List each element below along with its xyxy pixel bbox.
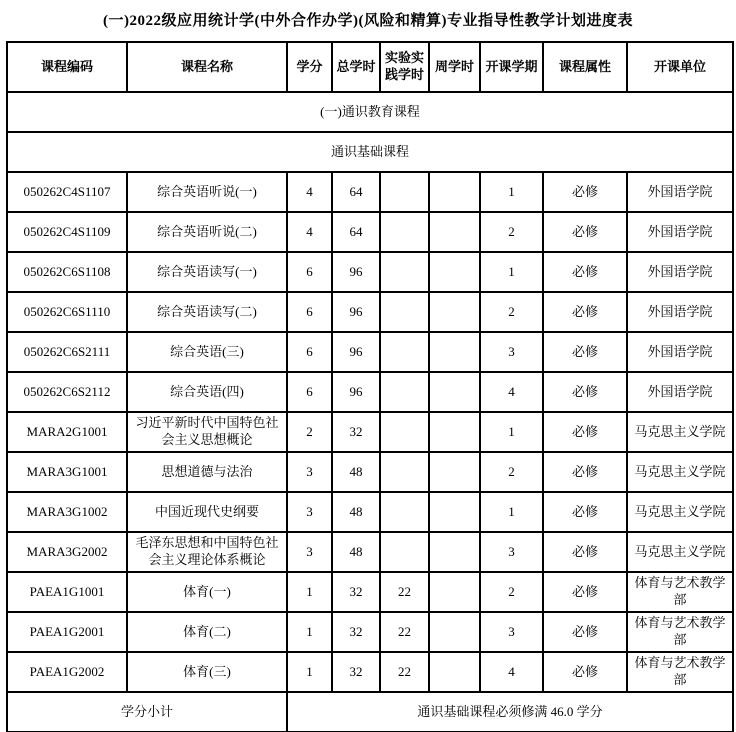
cell-department: 马克思主义学院 bbox=[627, 532, 733, 572]
cell-department: 外国语学院 bbox=[627, 172, 733, 212]
cell-total_hours: 96 bbox=[332, 372, 380, 412]
cell-credits: 4 bbox=[287, 172, 332, 212]
table-row bbox=[7, 212, 733, 252]
cell-attribute: 必修 bbox=[543, 492, 627, 532]
cell-lab_hours bbox=[380, 332, 429, 372]
cell-weekly_hours bbox=[429, 372, 480, 412]
cell-semester: 4 bbox=[480, 652, 543, 692]
table-row bbox=[7, 652, 733, 692]
cell-credits: 6 bbox=[287, 252, 332, 292]
cell-lab_hours: 22 bbox=[380, 612, 429, 652]
cell-department: 体育与艺术教学部 bbox=[627, 572, 733, 612]
cell-weekly_hours bbox=[429, 332, 480, 372]
cell-credits: 1 bbox=[287, 652, 332, 692]
cell-attribute: 必修 bbox=[543, 292, 627, 332]
cell-lab_hours bbox=[380, 492, 429, 532]
cell-weekly_hours bbox=[429, 412, 480, 452]
cell-total_hours: 64 bbox=[332, 212, 380, 252]
cell-code: 050262C6S1108 bbox=[7, 252, 127, 292]
cell-department: 外国语学院 bbox=[627, 212, 733, 252]
page-title: (一)2022级应用统计学(中外合作办学)(风险和精算)专业指导性教学计划进度表 bbox=[103, 13, 633, 29]
cell-weekly_hours bbox=[429, 532, 480, 572]
cell-weekly_hours bbox=[429, 252, 480, 292]
table-row bbox=[7, 252, 733, 292]
cell-code: MARA3G1001 bbox=[7, 452, 127, 492]
cell-credits: 2 bbox=[287, 412, 332, 452]
cell-name: 综合英语听说(二) bbox=[127, 212, 287, 252]
cell-credits: 3 bbox=[287, 452, 332, 492]
cell-name: 综合英语(三) bbox=[127, 332, 287, 372]
cell-lab_hours bbox=[380, 452, 429, 492]
cell-lab_hours bbox=[380, 372, 429, 412]
cell-credits: 3 bbox=[287, 532, 332, 572]
table-row bbox=[7, 572, 733, 612]
cell-semester: 2 bbox=[480, 572, 543, 612]
cell-credits: 6 bbox=[287, 292, 332, 332]
cell-weekly_hours bbox=[429, 292, 480, 332]
section-row-general-basic bbox=[7, 132, 733, 172]
summary-row bbox=[7, 692, 733, 732]
cell-attribute: 必修 bbox=[543, 572, 627, 612]
cell-total_hours: 32 bbox=[332, 612, 380, 652]
cell-code: PAEA1G2001 bbox=[7, 612, 127, 652]
table-row bbox=[7, 532, 733, 572]
cell-name: 习近平新时代中国特色社会主义思想概论 bbox=[127, 412, 287, 452]
cell-attribute: 必修 bbox=[543, 212, 627, 252]
cell-weekly_hours bbox=[429, 612, 480, 652]
cell-semester: 1 bbox=[480, 412, 543, 452]
cell-attribute: 必修 bbox=[543, 452, 627, 492]
col-header-semester: 开课学期 bbox=[480, 42, 543, 92]
cell-total_hours: 48 bbox=[332, 492, 380, 532]
cell-weekly_hours bbox=[429, 172, 480, 212]
cell-code: PAEA1G1001 bbox=[7, 572, 127, 612]
cell-name: 毛泽东思想和中国特色社会主义理论体系概论 bbox=[127, 532, 287, 572]
cell-name: 思想道德与法治 bbox=[127, 452, 287, 492]
cell-weekly_hours bbox=[429, 492, 480, 532]
cell-credits: 6 bbox=[287, 372, 332, 412]
cell-department: 外国语学院 bbox=[627, 332, 733, 372]
header-row bbox=[7, 42, 733, 92]
course-plan-table bbox=[6, 41, 734, 732]
cell-code: PAEA1G2002 bbox=[7, 652, 127, 692]
col-header-course-name: 课程名称 bbox=[127, 42, 287, 92]
table-row bbox=[7, 612, 733, 652]
col-header-department: 开课单位 bbox=[627, 42, 733, 92]
table-row bbox=[7, 372, 733, 412]
cell-code: MARA3G1002 bbox=[7, 492, 127, 532]
col-header-course-code: 课程编码 bbox=[7, 42, 127, 92]
cell-total_hours: 32 bbox=[332, 572, 380, 612]
table-row bbox=[7, 452, 733, 492]
cell-lab_hours bbox=[380, 532, 429, 572]
cell-department: 马克思主义学院 bbox=[627, 492, 733, 532]
cell-name: 中国近现代史纲要 bbox=[127, 492, 287, 532]
cell-department: 外国语学院 bbox=[627, 292, 733, 332]
cell-lab_hours: 22 bbox=[380, 652, 429, 692]
cell-credits: 1 bbox=[287, 612, 332, 652]
cell-weekly_hours bbox=[429, 212, 480, 252]
cell-semester: 3 bbox=[480, 612, 543, 652]
cell-semester: 1 bbox=[480, 252, 543, 292]
cell-name: 综合英语(四) bbox=[127, 372, 287, 412]
summary-requirement-text: 通识基础课程必须修满 46.0 学分 bbox=[287, 692, 733, 732]
cell-semester: 1 bbox=[480, 172, 543, 212]
cell-name: 综合英语读写(二) bbox=[127, 292, 287, 332]
cell-attribute: 必修 bbox=[543, 532, 627, 572]
summary-label: 学分小计 bbox=[7, 692, 287, 732]
cell-code: 050262C4S1107 bbox=[7, 172, 127, 212]
cell-department: 马克思主义学院 bbox=[627, 452, 733, 492]
cell-attribute: 必修 bbox=[543, 172, 627, 212]
cell-code: MARA3G2002 bbox=[7, 532, 127, 572]
cell-name: 综合英语听说(一) bbox=[127, 172, 287, 212]
cell-credits: 1 bbox=[287, 572, 332, 612]
table-row bbox=[7, 492, 733, 532]
cell-weekly_hours bbox=[429, 452, 480, 492]
cell-total_hours: 64 bbox=[332, 172, 380, 212]
cell-attribute: 必修 bbox=[543, 372, 627, 412]
cell-credits: 4 bbox=[287, 212, 332, 252]
cell-department: 体育与艺术教学部 bbox=[627, 652, 733, 692]
section-label-general-basic: 通识基础课程 bbox=[7, 132, 733, 172]
col-header-weekly-hours: 周学时 bbox=[429, 42, 480, 92]
cell-semester: 1 bbox=[480, 492, 543, 532]
cell-total_hours: 32 bbox=[332, 652, 380, 692]
cell-semester: 4 bbox=[480, 372, 543, 412]
cell-code: MARA2G1001 bbox=[7, 412, 127, 452]
col-header-credits: 学分 bbox=[287, 42, 332, 92]
cell-total_hours: 96 bbox=[332, 292, 380, 332]
table-row bbox=[7, 172, 733, 212]
cell-attribute: 必修 bbox=[543, 412, 627, 452]
cell-semester: 3 bbox=[480, 332, 543, 372]
cell-name: 综合英语读写(一) bbox=[127, 252, 287, 292]
table-row bbox=[7, 292, 733, 332]
cell-lab_hours bbox=[380, 212, 429, 252]
cell-lab_hours bbox=[380, 252, 429, 292]
cell-semester: 2 bbox=[480, 212, 543, 252]
col-header-attribute: 课程属性 bbox=[543, 42, 627, 92]
col-header-lab-hours: 实验实践学时 bbox=[380, 42, 429, 92]
cell-semester: 2 bbox=[480, 292, 543, 332]
cell-total_hours: 48 bbox=[332, 452, 380, 492]
cell-total_hours: 32 bbox=[332, 412, 380, 452]
cell-department: 外国语学院 bbox=[627, 372, 733, 412]
cell-department: 体育与艺术教学部 bbox=[627, 612, 733, 652]
cell-weekly_hours bbox=[429, 652, 480, 692]
cell-code: 050262C6S1110 bbox=[7, 292, 127, 332]
cell-attribute: 必修 bbox=[543, 332, 627, 372]
cell-department: 外国语学院 bbox=[627, 252, 733, 292]
cell-weekly_hours bbox=[429, 572, 480, 612]
section-row-general-education bbox=[7, 92, 733, 132]
table-row bbox=[7, 332, 733, 372]
col-header-total-hours: 总学时 bbox=[332, 42, 380, 92]
cell-total_hours: 96 bbox=[332, 332, 380, 372]
section-label-general-education: (一)通识教育课程 bbox=[7, 92, 733, 132]
cell-name: 体育(二) bbox=[127, 612, 287, 652]
cell-credits: 3 bbox=[287, 492, 332, 532]
cell-total_hours: 48 bbox=[332, 532, 380, 572]
cell-code: 050262C4S1109 bbox=[7, 212, 127, 252]
cell-total_hours: 96 bbox=[332, 252, 380, 292]
cell-code: 050262C6S2112 bbox=[7, 372, 127, 412]
cell-code: 050262C6S2111 bbox=[7, 332, 127, 372]
cell-lab_hours bbox=[380, 172, 429, 212]
table-row bbox=[7, 412, 733, 452]
cell-attribute: 必修 bbox=[543, 612, 627, 652]
cell-lab_hours bbox=[380, 292, 429, 332]
cell-attribute: 必修 bbox=[543, 252, 627, 292]
cell-department: 马克思主义学院 bbox=[627, 412, 733, 452]
cell-semester: 2 bbox=[480, 452, 543, 492]
cell-credits: 6 bbox=[287, 332, 332, 372]
cell-lab_hours: 22 bbox=[380, 572, 429, 612]
cell-semester: 3 bbox=[480, 532, 543, 572]
cell-lab_hours bbox=[380, 412, 429, 452]
cell-name: 体育(一) bbox=[127, 572, 287, 612]
cell-attribute: 必修 bbox=[543, 652, 627, 692]
cell-name: 体育(三) bbox=[127, 652, 287, 692]
